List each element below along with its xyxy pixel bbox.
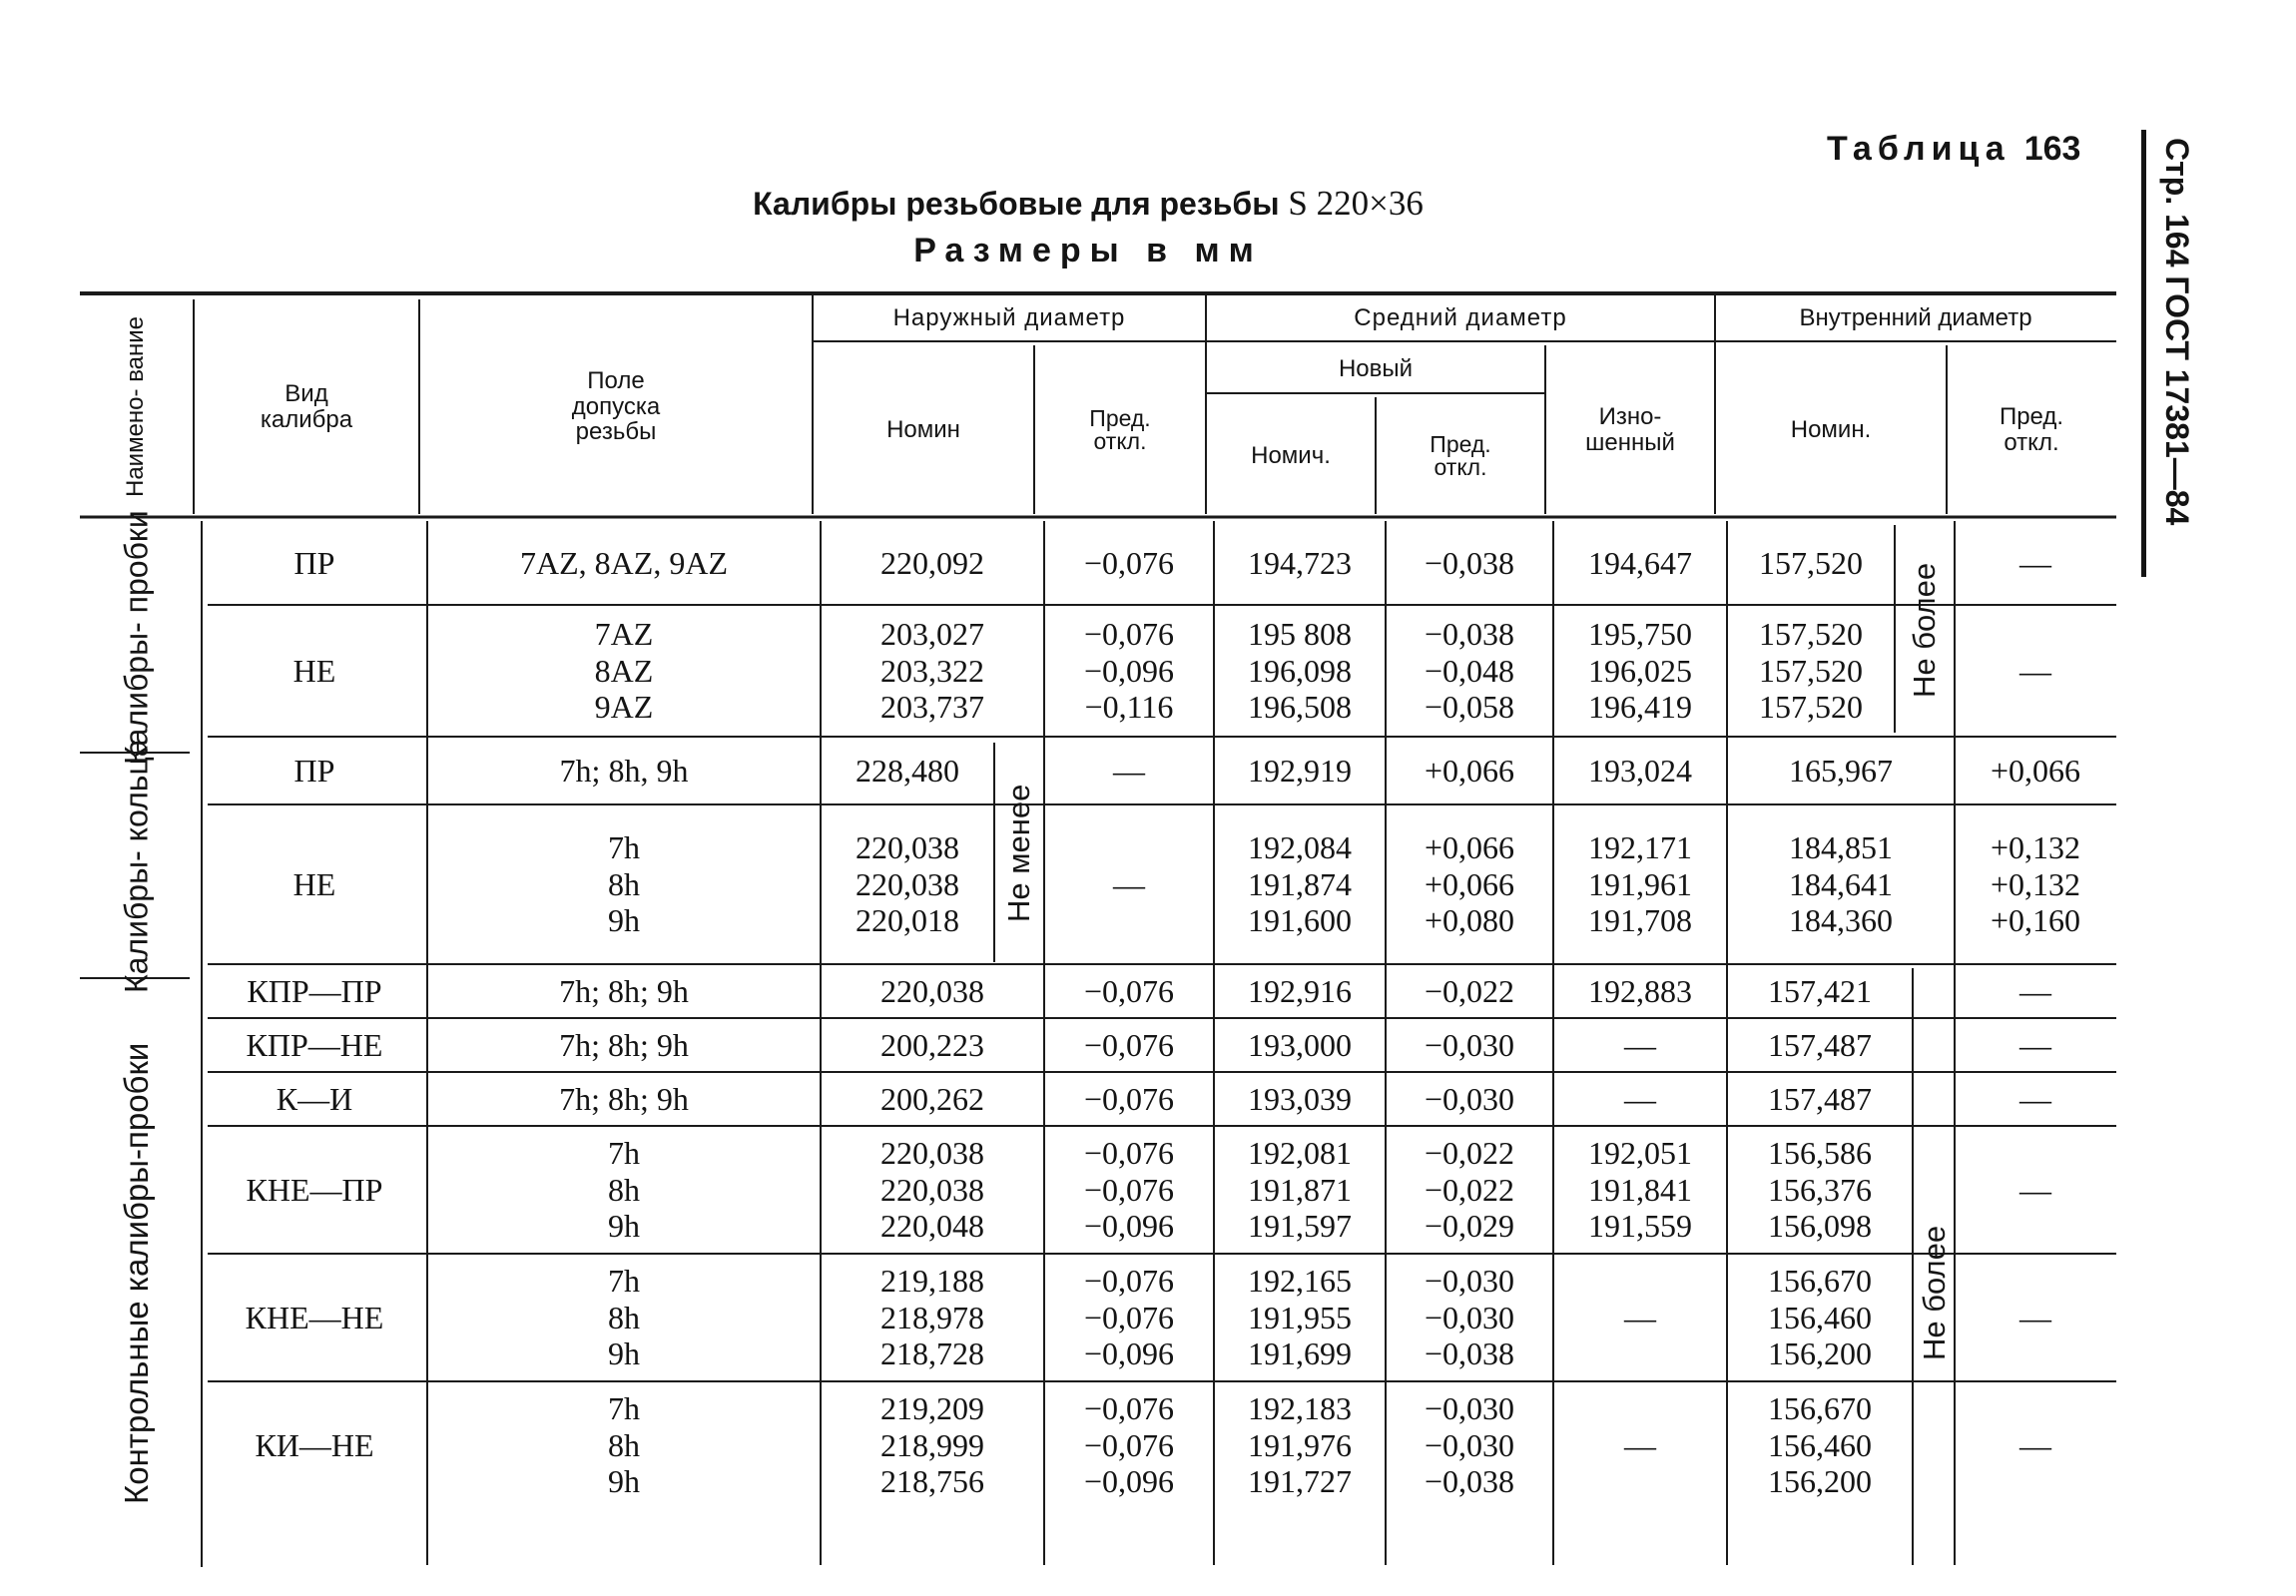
row-4-mid-nom: 192,916 bbox=[1248, 972, 1352, 1009]
table-number-label: Таблица 163 bbox=[1827, 130, 2081, 168]
row-9-field: 7h 8h 9h bbox=[608, 1389, 640, 1500]
row-3-in-nom: 184,851 184,641 184,360 bbox=[1789, 828, 1893, 939]
row-6-in-nom: 157,487 bbox=[1768, 1080, 1872, 1117]
note-not-more-inner-2: Не более bbox=[1917, 1225, 1952, 1360]
row-3-field: 7h 8h 9h bbox=[608, 828, 640, 939]
note-not-less-outer: Не менее bbox=[1001, 784, 1036, 923]
row-5-field: 7h; 8h; 9h bbox=[559, 1026, 689, 1063]
group-label-rings: Калибры- кольца bbox=[118, 739, 155, 994]
units-subtitle: Размеры в мм bbox=[913, 232, 1263, 269]
row-7-mid-worn: 192,051 191,841 191,559 bbox=[1588, 1134, 1692, 1245]
row-6-field: 7h; 8h; 9h bbox=[559, 1080, 689, 1117]
row-5-in-nom: 157,487 bbox=[1768, 1026, 1872, 1063]
row-7-in-nom: 156,586 156,376 156,098 bbox=[1768, 1134, 1872, 1245]
row-8-in-nom: 156,670 156,460 156,200 bbox=[1768, 1262, 1872, 1372]
row-2-outer-dev: — bbox=[1113, 752, 1145, 789]
row-6-outer-nom: 200,262 bbox=[880, 1080, 984, 1117]
header-middle-new: Новый bbox=[1338, 355, 1414, 383]
row-2-field: 7h; 8h, 9h bbox=[559, 752, 689, 789]
row-4-mid-dev: −0,022 bbox=[1424, 972, 1515, 1009]
row-0-mid-nom: 194,723 bbox=[1248, 544, 1352, 581]
row-4-outer-dev: −0,076 bbox=[1083, 972, 1175, 1009]
row-8-kind: КНЕ—НЕ bbox=[245, 1299, 384, 1335]
row-1-mid-dev: −0,038 −0,048 −0,058 bbox=[1424, 615, 1515, 726]
row-9-mid-worn: — bbox=[1624, 1426, 1656, 1463]
row-2-mid-dev: +0,066 bbox=[1424, 752, 1515, 789]
row-7-outer-nom: 220,038 220,038 220,048 bbox=[880, 1134, 984, 1245]
group-label-control: Контрольные калибры-пробки bbox=[118, 1042, 155, 1505]
row-4-in-nom: 157,421 bbox=[1768, 972, 1872, 1009]
row-6-outer-dev: −0,076 bbox=[1083, 1080, 1175, 1117]
row-8-outer-nom: 219,188 218,978 218,728 bbox=[880, 1262, 984, 1372]
row-0-in-nom: 157,520 bbox=[1759, 544, 1863, 581]
row-3-outer-dev: — bbox=[1113, 865, 1145, 902]
row-4-kind: КПР—ПР bbox=[247, 972, 382, 1009]
header-outer-diameter: Наружный диаметр bbox=[892, 304, 1126, 332]
row-8-field: 7h 8h 9h bbox=[608, 1262, 640, 1372]
row-5-outer-nom: 200,223 bbox=[880, 1026, 984, 1063]
row-4-mid-worn: 192,883 bbox=[1588, 972, 1692, 1009]
header-field: Поле допуска резьбы bbox=[571, 366, 661, 446]
row-1-field: 7AZ 8AZ 9AZ bbox=[594, 615, 654, 726]
header-outer-nom: Номин bbox=[886, 416, 960, 444]
group-label-plugs: Калибры- пробки bbox=[118, 510, 155, 766]
header-inner-diameter: Внутренний диаметр bbox=[1799, 304, 2032, 332]
row-5-mid-nom: 193,000 bbox=[1248, 1026, 1352, 1063]
header-middle-diameter: Средний диаметр bbox=[1354, 304, 1567, 332]
row-9-in-nom: 156,670 156,460 156,200 bbox=[1768, 1389, 1872, 1500]
row-0-mid-dev: −0,038 bbox=[1424, 544, 1515, 581]
row-5-mid-worn: — bbox=[1624, 1026, 1656, 1063]
row-1-mid-worn: 195,750 196,025 196,419 bbox=[1588, 615, 1692, 726]
row-0-outer-dev: −0,076 bbox=[1083, 544, 1175, 581]
row-8-mid-worn: — bbox=[1624, 1299, 1656, 1335]
row-2-mid-nom: 192,919 bbox=[1248, 752, 1352, 789]
row-2-kind: ПР bbox=[293, 752, 335, 789]
row-2-in-nom: 165,967 bbox=[1789, 752, 1893, 789]
row-3-in-dev: +0,132 +0,132 +0,160 bbox=[1990, 828, 2081, 939]
row-7-mid-dev: −0,022 −0,022 −0,029 bbox=[1424, 1134, 1515, 1245]
row-6-kind: К—И bbox=[276, 1080, 353, 1117]
row-7-field: 7h 8h 9h bbox=[608, 1134, 640, 1245]
header-middle-worn: Изно- шенный bbox=[1585, 403, 1675, 456]
header-middle-dev: Пред. откл. bbox=[1430, 430, 1491, 480]
row-0-field: 7AZ, 8AZ, 9AZ bbox=[520, 544, 728, 581]
row-5-mid-dev: −0,030 bbox=[1424, 1026, 1515, 1063]
row-9-outer-dev: −0,076 −0,076 −0,096 bbox=[1083, 1389, 1175, 1500]
row-7-kind: КНЕ—ПР bbox=[246, 1171, 383, 1208]
page-margin-reference: Стр. 164 ГОСТ 17381—84 bbox=[2141, 130, 2202, 577]
note-not-more-inner-1: Не более bbox=[1907, 562, 1942, 698]
row-5-kind: КПР—НЕ bbox=[246, 1026, 383, 1063]
row-9-kind: КИ—НЕ bbox=[255, 1426, 374, 1463]
row-8-in-dev: — bbox=[2019, 1299, 2051, 1335]
row-5-in-dev: — bbox=[2019, 1026, 2051, 1063]
row-9-mid-dev: −0,030 −0,030 −0,038 bbox=[1424, 1389, 1515, 1500]
row-2-in-dev: +0,066 bbox=[1990, 752, 2081, 789]
row-3-mid-nom: 192,084 191,874 191,600 bbox=[1248, 828, 1352, 939]
row-7-in-dev: — bbox=[2019, 1171, 2051, 1208]
row-5-outer-dev: −0,076 bbox=[1083, 1026, 1175, 1063]
table-grid bbox=[78, 269, 2118, 1567]
row-0-kind: ПР bbox=[293, 544, 335, 581]
row-3-kind: НЕ bbox=[292, 865, 336, 902]
header-outer-dev: Пред. откл. bbox=[1089, 404, 1151, 454]
row-1-outer-nom: 203,027 203,322 203,737 bbox=[880, 615, 984, 726]
header-middle-nom: Номич. bbox=[1251, 442, 1331, 470]
row-6-mid-dev: −0,030 bbox=[1424, 1080, 1515, 1117]
row-1-mid-nom: 195 808 196,098 196,508 bbox=[1248, 615, 1352, 726]
row-0-mid-worn: 194,647 bbox=[1588, 544, 1692, 581]
row-4-field: 7h; 8h; 9h bbox=[559, 972, 689, 1009]
row-9-mid-nom: 192,183 191,976 191,727 bbox=[1248, 1389, 1352, 1500]
row-6-mid-nom: 193,039 bbox=[1248, 1080, 1352, 1117]
row-4-in-dev: — bbox=[2019, 972, 2051, 1009]
row-7-outer-dev: −0,076 −0,076 −0,096 bbox=[1083, 1134, 1175, 1245]
row-0-outer-nom: 220,092 bbox=[880, 544, 984, 581]
header-name: Наимено- вание bbox=[121, 315, 149, 498]
row-8-mid-dev: −0,030 −0,030 −0,038 bbox=[1424, 1262, 1515, 1372]
header-inner-nom: Номин. bbox=[1790, 416, 1872, 444]
row-1-in-dev: — bbox=[2019, 652, 2051, 689]
header-kind: Вид калибра bbox=[260, 379, 353, 433]
row-3-mid-dev: +0,066 +0,066 +0,080 bbox=[1424, 828, 1515, 939]
row-3-mid-worn: 192,171 191,961 191,708 bbox=[1588, 828, 1692, 939]
table-title: Калибры резьбовые для резьбы S 220×36 bbox=[753, 184, 1424, 223]
row-9-outer-nom: 219,209 218,999 218,756 bbox=[880, 1389, 984, 1500]
row-0-in-dev: — bbox=[2019, 544, 2051, 581]
row-1-outer-dev: −0,076 −0,096 −0,116 bbox=[1083, 615, 1175, 726]
row-2-mid-worn: 193,024 bbox=[1588, 752, 1692, 789]
row-3-outer-nom: 220,038 220,038 220,018 bbox=[856, 828, 959, 939]
row-4-outer-nom: 220,038 bbox=[880, 972, 984, 1009]
row-1-kind: НЕ bbox=[292, 652, 336, 689]
row-1-in-nom: 157,520 157,520 157,520 bbox=[1759, 615, 1863, 726]
row-6-mid-worn: — bbox=[1624, 1080, 1656, 1117]
row-6-in-dev: — bbox=[2019, 1080, 2051, 1117]
row-8-outer-dev: −0,076 −0,076 −0,096 bbox=[1083, 1262, 1175, 1372]
row-7-mid-nom: 192,081 191,871 191,597 bbox=[1248, 1134, 1352, 1245]
row-2-outer-nom: 228,480 bbox=[856, 752, 959, 789]
row-9-in-dev: — bbox=[2019, 1426, 2051, 1463]
header-inner-dev: Пред. откл. bbox=[1999, 403, 2064, 456]
row-8-mid-nom: 192,165 191,955 191,699 bbox=[1248, 1262, 1352, 1372]
